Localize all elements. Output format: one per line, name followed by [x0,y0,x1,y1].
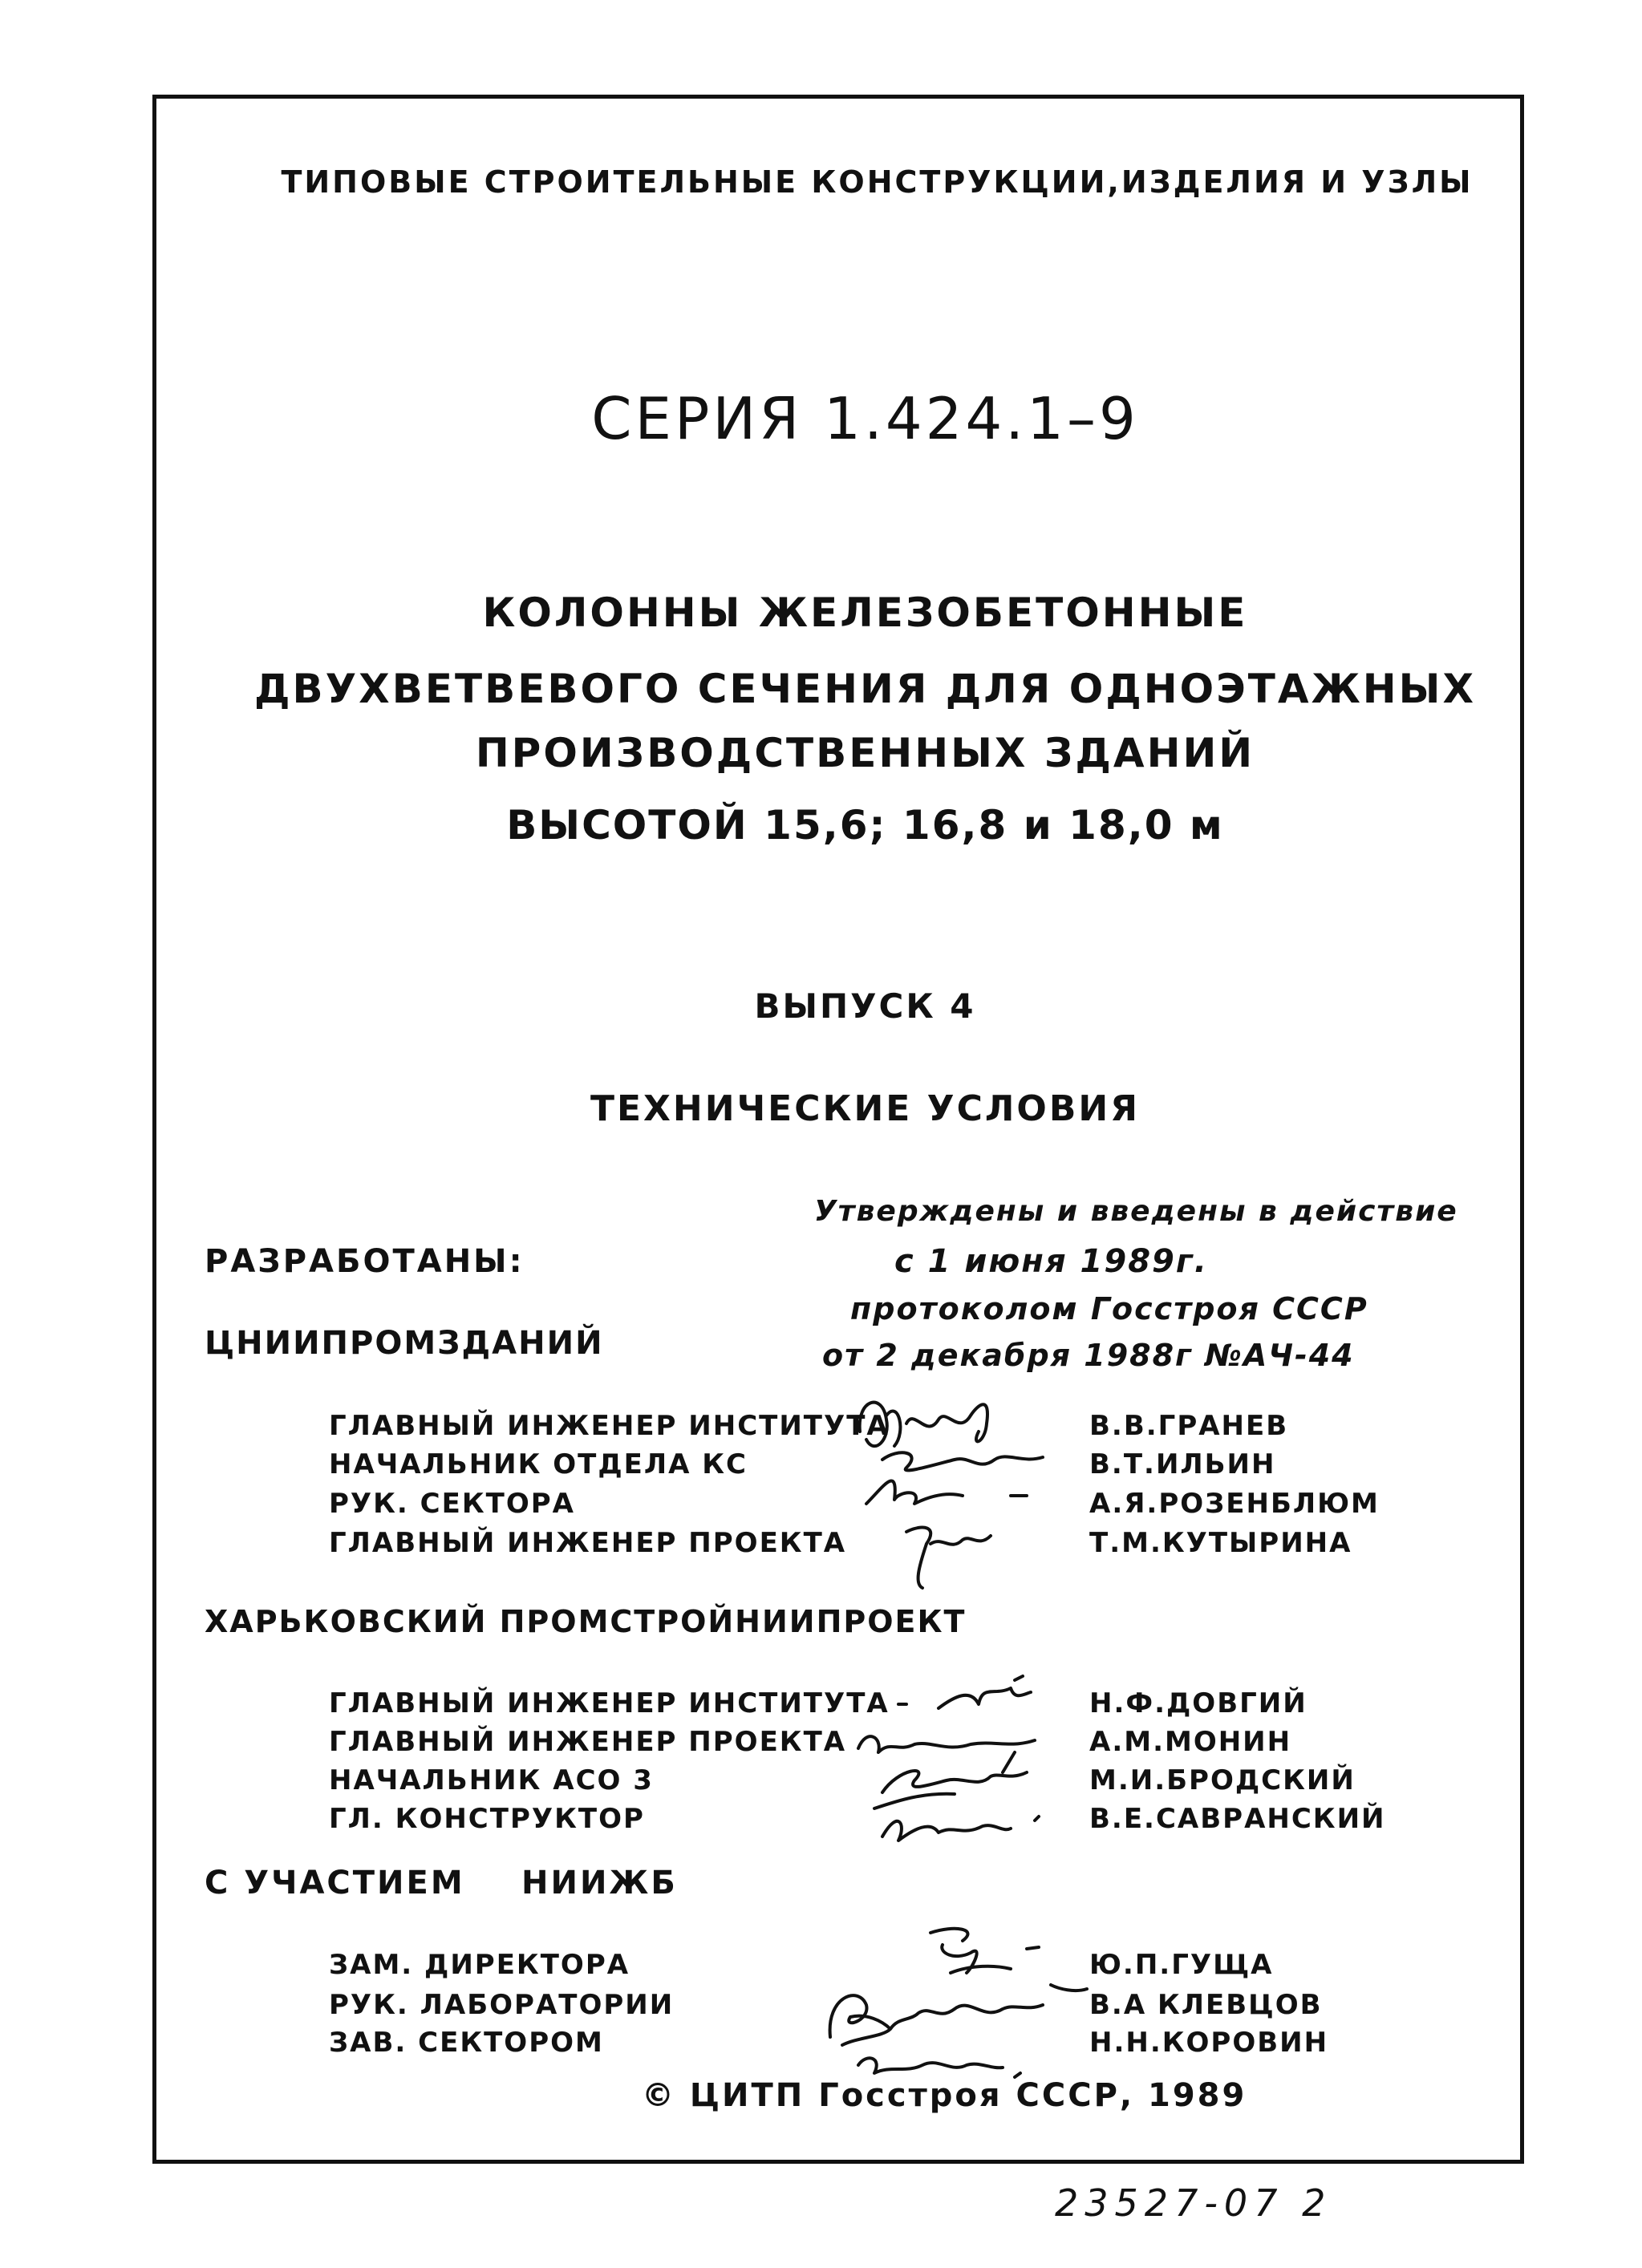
approval-line-3: протоколом Госстроя СССР [850,1291,1368,1326]
org3-position-3: ЗАВ. СЕКТОРОМ [329,2027,604,2059]
org3-person-3: Н.Н.КОРОВИН [1089,2027,1329,2059]
org1-position-4: ГЛАВНЫЙ ИНЖЕНЕР ПРОЕКТА [329,1527,847,1559]
org3-label: С УЧАСТИЕМ [205,1865,465,1901]
org1-person-4: Т.М.КУТЫРИНА [1089,1527,1352,1559]
org1-position-3: РУК. СЕКТОРА [329,1488,575,1520]
approval-line-2: с 1 июня 1989г. [894,1243,1208,1280]
org2-position-2: ГЛАВНЫЙ ИНЖЕНЕР ПРОЕКТА [329,1726,847,1758]
title-line-2: ДВУХВЕТВЕВОГО СЕЧЕНИЯ ДЛЯ ОДНОЭТАЖНЫХ [253,666,1477,712]
header-text: ТИПОВЫЕ СТРОИТЕЛЬНЫЕ КОНСТРУКЦИИ,ИЗДЕЛИЯ И УЗЛЫ [281,164,1474,200]
title-line-1: КОЛОННЫ ЖЕЛЕЗОБЕТОННЫЕ [482,589,1248,636]
org3-person-2: В.А КЛЕВЦОВ [1089,1989,1323,2021]
org1-person-2: В.Т.ИЛЬИН [1089,1448,1276,1480]
document-subtitle: ТЕХНИЧЕСКИЕ УСЛОВИЯ [590,1088,1141,1129]
org2-position-4: ГЛ. КОНСТРУКТОР [329,1803,645,1835]
org1-position-2: НАЧАЛЬНИК ОТДЕЛА КС [329,1448,748,1480]
org1-person-3: А.Я.РОЗЕНБЛЮМ [1089,1488,1380,1520]
copyright-text: © ЦИТП Госстроя СССР, 1989 [642,2077,1247,2114]
document-code: 23527-07 2 [1055,2181,1332,2225]
org3-position-1: ЗАМ. ДИРЕКТОРА [329,1949,630,1981]
org2-position-1: ГЛАВНЫЙ ИНЖЕНЕР ИНСТИТУТА [329,1687,890,1719]
title-line-3: ПРОИЗВОДСТВЕННЫХ ЗДАНИЙ [475,730,1255,776]
title-line-4: ВЫСОТОЙ 15,6; 16,8 и 18,0 м [506,802,1224,848]
org3-position-2: РУК. ЛАБОРАТОРИИ [329,1989,675,2021]
issue-number: ВЫПУСК 4 [754,986,976,1026]
approval-line-4: от 2 декабря 1988г №АЧ-44 [822,1338,1355,1373]
org2-person-3: М.И.БРОДСКИЙ [1089,1764,1356,1796]
developed-label: РАЗРАБОТАНЫ: [205,1243,525,1280]
org2-signatures [850,1672,1091,1849]
series-number: СЕРИЯ 1.424.1–9 [591,385,1139,452]
org1-name: ЦНИИПРОМЗДАНИЙ [205,1325,604,1362]
approval-line-1: Утверждены и введены в действие [814,1195,1458,1228]
org1-person-1: В.В.ГРАНЕВ [1089,1410,1289,1442]
org2-person-4: В.Е.САВРАНСКИЙ [1089,1803,1386,1835]
org1-position-1: ГЛАВНЫЙ ИНЖЕНЕР ИНСТИТУТА [329,1410,890,1442]
org3-signatures [810,1917,1099,2101]
org2-person-1: Н.Ф.ДОВГИЙ [1089,1687,1308,1719]
org2-position-3: НАЧАЛЬНИК АСО 3 [329,1764,654,1796]
org2-person-2: А.М.МОНИН [1089,1726,1292,1758]
org3-name: НИИЖБ [521,1865,678,1901]
org1-signatures [850,1383,1091,1600]
org2-name: ХАРЬКОВСКИЙ ПРОМСТРОЙНИИПРОЕКТ [205,1604,967,1639]
org3-person-1: Ю.П.ГУЩА [1089,1949,1274,1981]
